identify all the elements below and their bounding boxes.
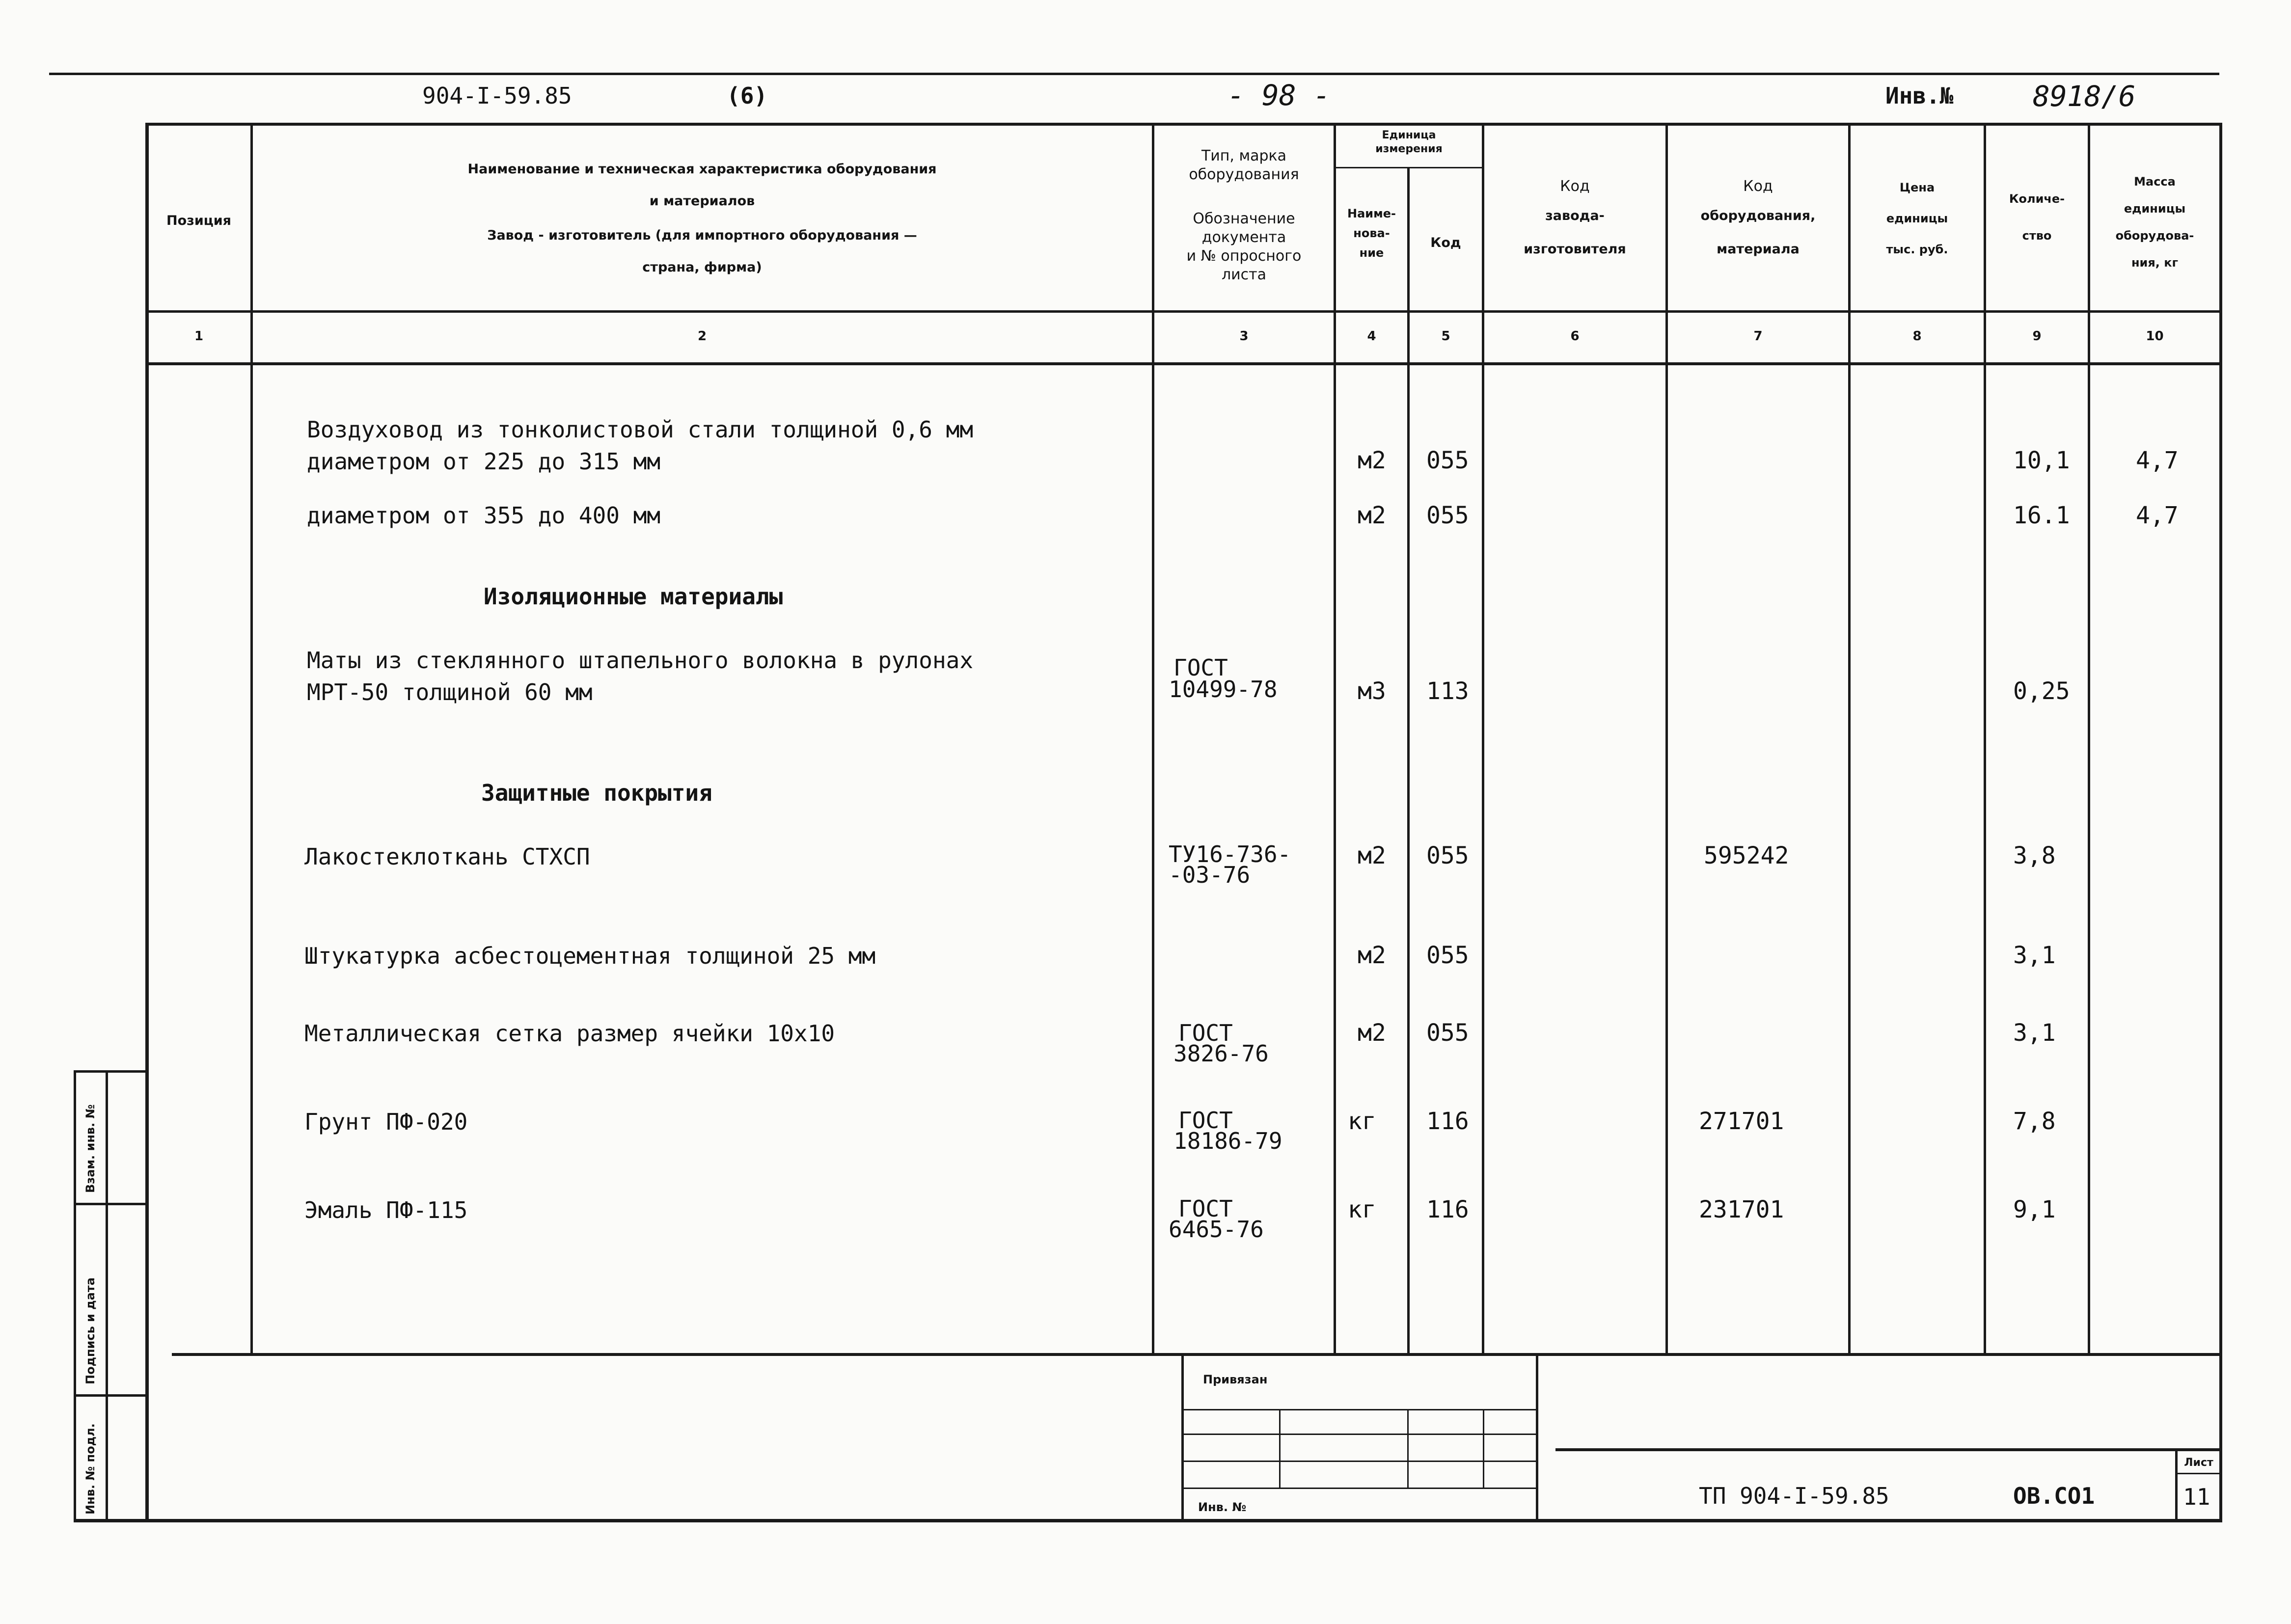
header-unit-name-line2: нова-	[1353, 226, 1390, 240]
side-strip-left	[74, 1070, 76, 1522]
stamp-v2	[1407, 1409, 1409, 1488]
col-number-2: 2	[697, 329, 707, 344]
row-2-unit-code: 055	[1426, 502, 1469, 529]
col-number-3: 3	[1239, 329, 1249, 344]
header-mass-line3: оборудова-	[2115, 229, 2194, 243]
side-strip-inner	[106, 1070, 108, 1522]
table-bottom-line	[172, 1353, 2222, 1356]
header-price-line1: Цена	[1899, 181, 1935, 194]
row-7-doc-line1: ГОСТ	[1178, 1020, 1233, 1046]
row-2-qty: 16.1	[2013, 502, 2070, 529]
row-6-unit-code: 055	[1426, 942, 1469, 969]
side-strip-h2	[74, 1394, 147, 1397]
row-8-unit-code: 116	[1426, 1108, 1469, 1135]
row-5-material-code: 595242	[1704, 842, 1789, 869]
section-title-insulation: Изоляционные материалы	[484, 583, 783, 610]
top-edge	[49, 73, 2219, 75]
row-6-name: Штукатурка асбестоцементная толщиной 25 мм	[304, 943, 876, 969]
col-sep-7	[1848, 123, 1851, 1354]
header-mass-line2: единицы	[2124, 202, 2186, 216]
row-7-name: Металлическая сетка размер ячейки 10х10	[304, 1020, 835, 1047]
row-6-unit: м2	[1358, 942, 1386, 969]
row-9-name: Эмаль ПФ-115	[304, 1197, 468, 1223]
header-qty-line1: Количе-	[2009, 192, 2065, 206]
row-3-name-line1: Маты из стеклянного штапельного волокна в рулонах	[307, 647, 974, 674]
col-sep-4	[1407, 167, 1410, 1354]
row-1-qty: 10,1	[2013, 447, 2070, 474]
row-2-unit: м2	[1358, 502, 1386, 529]
row-8-qty: 7,8	[2013, 1108, 2056, 1135]
numbers-bottom	[145, 362, 2222, 365]
col-number-4: 4	[1367, 329, 1376, 344]
row-3-unit-code: 113	[1426, 677, 1469, 705]
header-unit-group-line1: Единица	[1382, 129, 1436, 141]
row-1-unit-code: 055	[1426, 447, 1469, 474]
header-mass-line4: ния, кг	[2131, 256, 2179, 270]
header-position: Позиция	[166, 213, 232, 228]
row-2-mass: 4,7	[2136, 502, 2179, 529]
row-5-unit: м2	[1358, 842, 1386, 869]
row-3-qty: 0,25	[2013, 677, 2070, 705]
col-number-6: 6	[1570, 329, 1580, 344]
col-sep-1	[250, 123, 253, 1354]
page-number: - 98 -	[1227, 79, 1331, 112]
col-number-1: 1	[194, 329, 204, 344]
row-8-unit: кг	[1348, 1108, 1376, 1135]
row-3-name-line2: МРТ-50 толщиной 60 мм	[307, 679, 593, 705]
header-price-line3: тыс. руб.	[1886, 243, 1948, 256]
col-sep-8	[1984, 123, 1986, 1354]
row-7-unit-code: 055	[1426, 1019, 1469, 1047]
row-3-doc-line1: ГОСТ	[1173, 654, 1228, 681]
frame-right	[2219, 123, 2222, 1522]
row-7-unit: м2	[1358, 1019, 1386, 1047]
title-sheet-label: Лист	[2184, 1457, 2213, 1469]
col-sep-6	[1665, 123, 1668, 1354]
header-bottom	[145, 310, 2222, 313]
doc-part: (6)	[727, 82, 768, 109]
frame-bottom	[74, 1519, 2222, 1522]
col-sep-2	[1152, 123, 1154, 1354]
header-unit-code: Код	[1430, 235, 1461, 250]
row-5-qty: 3,8	[2013, 842, 2056, 869]
stamp-v3	[1483, 1409, 1484, 1488]
stamp-left	[1181, 1353, 1184, 1520]
header-factory-code-line1: Код	[1560, 178, 1590, 195]
col-number-7: 7	[1753, 329, 1763, 344]
row-9-unit-code: 116	[1426, 1196, 1469, 1223]
header-material-code-line3: материала	[1717, 242, 1800, 257]
side-strip-top	[74, 1070, 147, 1073]
row-8-material-code: 271701	[1699, 1108, 1784, 1135]
header-type-line5: и № опросного	[1186, 247, 1302, 265]
sheet-cell-left	[2175, 1451, 2178, 1520]
stamp-inv-no-label: Инв. №	[1198, 1500, 1247, 1514]
inv-value: 8918/6	[2033, 80, 2136, 113]
header-type-line2: оборудования	[1189, 166, 1299, 183]
stamp-v1	[1279, 1409, 1281, 1488]
title-section-code: ОВ.СО1	[2013, 1483, 2095, 1509]
header-name-line4: страна, фирма)	[642, 260, 762, 275]
title-block-top	[1555, 1448, 2222, 1451]
col-sep-5	[1482, 123, 1484, 1354]
row-3-doc-line2: 10499-78	[1169, 676, 1278, 703]
row-5-doc-line1: ТУ16-736-	[1169, 841, 1291, 867]
row-9-doc-line2: 6465-76	[1169, 1216, 1264, 1243]
header-price-line2: единицы	[1886, 212, 1948, 225]
row-9-doc-line1: ГОСТ	[1178, 1195, 1233, 1222]
title-doc-designation: ТП 904-I-59.85	[1699, 1483, 1889, 1509]
row-8-doc-line2: 18186-79	[1173, 1128, 1282, 1154]
col-number-5: 5	[1441, 329, 1450, 344]
row-7-qty: 3,1	[2013, 1019, 2056, 1047]
sheet-cell-divider	[2175, 1473, 2222, 1474]
title-sheet-number: 11	[2183, 1484, 2210, 1510]
col-number-8: 8	[1912, 329, 1922, 344]
header-type-line4: документа	[1201, 229, 1286, 246]
header-type-line3: Обозначение	[1193, 210, 1295, 227]
row-6-qty: 3,1	[2013, 942, 2056, 969]
col-number-10: 10	[2146, 329, 2164, 344]
header-type-line6: листа	[1221, 266, 1267, 283]
row-8-doc-line1: ГОСТ	[1178, 1107, 1233, 1134]
stamp-right	[1536, 1353, 1538, 1520]
col-number-9: 9	[2032, 329, 2042, 344]
header-material-code-line1: Код	[1743, 178, 1773, 195]
row-1-unit: м2	[1358, 447, 1386, 474]
header-mass-line1: Масса	[2134, 175, 2176, 189]
side-label-replacement-inv: Взам. инв. №	[83, 1104, 97, 1193]
header-unit-name-line1: Наиме-	[1347, 207, 1396, 220]
row-3-unit: м3	[1358, 677, 1386, 705]
row-1-name-line1: Воздуховод из тонколистовой стали толщиной 0,6 мм	[307, 416, 974, 443]
header-material-code-line2: оборудования,	[1700, 208, 1816, 223]
row-2-name: диаметром от 355 до 400 мм	[307, 502, 661, 529]
col-sep-3	[1334, 123, 1336, 1354]
header-name-line2: и материалов	[649, 193, 755, 209]
row-7-doc-line2: 3826-76	[1173, 1040, 1269, 1067]
stamp-attached-label: Привязан	[1203, 1373, 1268, 1386]
row-1-mass: 4,7	[2136, 447, 2179, 474]
side-label-original-inv: Инв. № подл.	[83, 1423, 97, 1515]
section-title-coatings: Защитные покрытия	[481, 780, 712, 806]
header-name-line3: Завод - изготовитель (для импортного оборудования —	[487, 228, 917, 243]
row-5-doc-line2: -03-76	[1169, 862, 1251, 888]
row-9-qty: 9,1	[2013, 1196, 2056, 1223]
inv-label: Инв.№	[1885, 82, 1954, 109]
col-sep-9	[2088, 123, 2090, 1354]
side-strip-h1	[74, 1203, 147, 1205]
row-9-unit: кг	[1348, 1196, 1376, 1223]
row-5-name: Лакостеклоткань СТХСП	[304, 843, 590, 870]
header-unit-name-line3: ние	[1359, 246, 1384, 260]
stamp-h4	[1181, 1488, 1536, 1489]
header-unit-group-line2: измерения	[1375, 143, 1443, 155]
header-factory-code-line3: изготовителя	[1524, 242, 1626, 257]
frame-top	[145, 123, 2222, 126]
row-8-name: Грунт ПФ-020	[304, 1109, 468, 1135]
header-factory-code-line2: завода-	[1545, 208, 1605, 223]
doc-code: 904-I-59.85	[422, 82, 572, 109]
header-qty-line2: ство	[2022, 229, 2052, 243]
side-label-signature-date: Подпись и дата	[83, 1277, 97, 1384]
header-type-line1: Тип, марка	[1201, 147, 1287, 164]
row-9-material-code: 231701	[1699, 1196, 1784, 1223]
row-1-name-line2: диаметром от 225 до 315 мм	[307, 448, 661, 475]
header-name-line1: Наименование и техническая характеристика оборудования	[467, 162, 937, 177]
row-5-unit-code: 055	[1426, 842, 1469, 869]
